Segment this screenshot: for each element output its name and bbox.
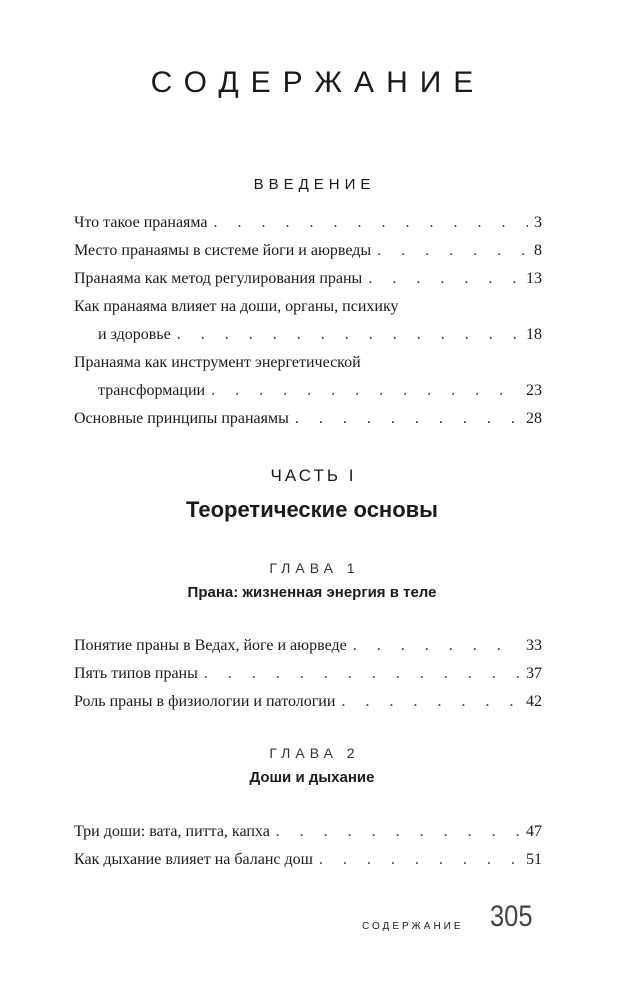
toc-page-number: 3 xyxy=(534,214,542,231)
toc-entry-title: Понятие праны в Ведах, йоге и аюрведе xyxy=(74,637,347,654)
toc-entry-title: Роль праны в физиологии и патологии xyxy=(74,693,336,710)
dot-leader xyxy=(204,660,520,688)
toc-entry-title: Пранаяма как метод регулирования праны xyxy=(74,270,363,287)
page-number: 305 xyxy=(490,900,533,933)
toc-page-number: 33 xyxy=(526,637,542,654)
toc-entry[interactable] xyxy=(74,209,542,237)
toc-page-number: 37 xyxy=(526,665,542,682)
toc-entry-title: Основные принципы пранаямы xyxy=(74,410,289,427)
toc-entry[interactable] xyxy=(74,293,542,349)
dot-leader xyxy=(211,377,520,405)
toc-page-number: 13 xyxy=(526,270,542,287)
toc-entry-title: Как пранаяма влияет на доши, органы, психику xyxy=(74,298,399,315)
toc-entry-title-continued: трансформации xyxy=(98,382,206,399)
chapter-1-toc xyxy=(74,632,542,716)
running-footer-label: СОДЕРЖАНИЕ xyxy=(362,921,464,932)
dot-leader xyxy=(353,632,520,660)
intro-toc xyxy=(74,209,542,433)
toc-entry-title-continued: и здоровье xyxy=(98,326,171,343)
dot-leader xyxy=(341,688,520,716)
dot-leader xyxy=(276,818,520,846)
part-label: ЧАСТЬ I xyxy=(270,466,357,485)
toc-page-number: 51 xyxy=(526,851,542,868)
chapter-title: Прана: жизненная энергия в теле xyxy=(187,584,437,601)
toc-entry-title: Три доши: вата, питта, капха xyxy=(74,823,270,840)
toc-entry[interactable] xyxy=(74,660,542,688)
dot-leader xyxy=(295,405,520,433)
dot-leader xyxy=(319,846,520,874)
page-title: СОДЕРЖАНИЕ xyxy=(150,66,486,99)
chapter-label: ГЛАВА 2 xyxy=(269,745,360,761)
chapter-title: Доши и дыхание xyxy=(249,769,375,786)
chapter-2-toc xyxy=(74,818,542,874)
part-title: Теоретические основы xyxy=(186,497,438,522)
toc-entry[interactable] xyxy=(74,688,542,716)
toc-entry[interactable] xyxy=(74,818,542,846)
toc-entry-title: Пять типов праны xyxy=(74,665,198,682)
toc-page-number: 23 xyxy=(526,382,542,399)
toc-entry-title: Пранаяма как инструмент энергетической xyxy=(74,354,361,371)
dot-leader xyxy=(377,237,528,265)
toc-entry[interactable] xyxy=(74,349,542,405)
toc-page-number: 8 xyxy=(534,242,542,259)
toc-entry[interactable] xyxy=(74,846,542,874)
dot-leader xyxy=(177,321,520,349)
toc-page-number: 47 xyxy=(526,823,542,840)
toc-page-number: 18 xyxy=(526,326,542,343)
toc-entry[interactable] xyxy=(74,632,542,660)
toc-entry[interactable] xyxy=(74,237,542,265)
toc-page-number: 28 xyxy=(526,410,542,427)
toc-entry[interactable] xyxy=(74,405,542,433)
toc-entry-title: Место пранаямы в системе йоги и аюрведы xyxy=(74,242,372,259)
dot-leader xyxy=(368,265,520,293)
toc-entry[interactable] xyxy=(74,265,542,293)
toc-entry-title: Что такое пранаяма xyxy=(74,214,208,231)
toc-page-number: 42 xyxy=(526,693,542,710)
dot-leader xyxy=(214,209,528,237)
toc-entry-title: Как дыхание влияет на баланс дош xyxy=(74,851,313,868)
intro-heading: ВВЕДЕНИЕ xyxy=(253,176,376,193)
chapter-label: ГЛАВА 1 xyxy=(269,560,360,576)
